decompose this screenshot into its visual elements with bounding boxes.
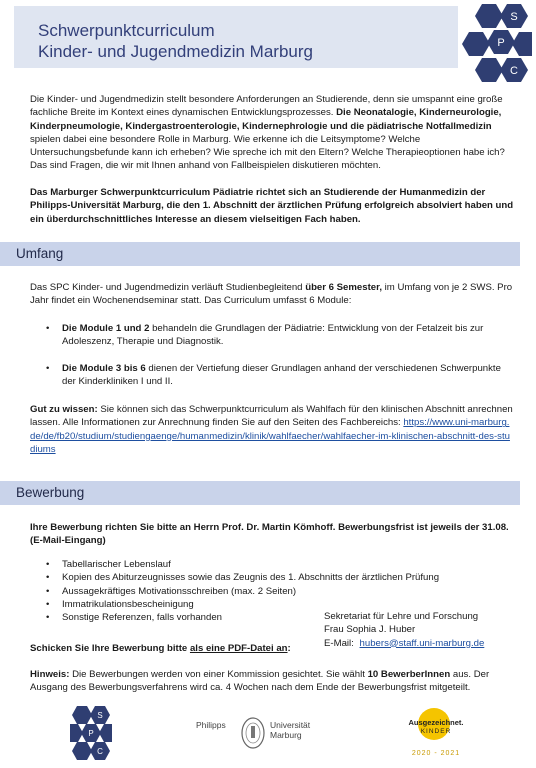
send-text-b: als eine PDF-Datei an	[189, 643, 288, 654]
footer-spc-logo	[70, 705, 112, 761]
contact-name: Frau Sophia J. Huber	[324, 624, 416, 636]
list-item	[44, 322, 514, 349]
uni-name-right-2: Marburg	[270, 730, 302, 740]
contact-email-link[interactable]: hubers@staff.uni-marburg.de	[359, 637, 485, 649]
title-line-2: Kinder- und Jugendmedizin Marburg	[38, 42, 313, 61]
footer-letter-c: C	[97, 747, 103, 756]
module-3-6-text: dienen der Vertiefung dieser Grundlagen anhand der verschiedenen Schwerpunkte der Kinderkliniken I und II.	[62, 362, 501, 387]
page-title	[38, 20, 313, 62]
hint-paragraph	[30, 668, 514, 695]
footer-letter-p: P	[88, 729, 94, 738]
uni-name-right	[270, 720, 310, 740]
hint-text-b: 10 BewerberInnen	[367, 669, 451, 680]
section-title-bewerbung: Bewerbung	[16, 485, 85, 500]
intro-paragraph	[30, 93, 514, 173]
ausgezeichnet-kinder-badge	[396, 706, 476, 762]
header-band	[14, 6, 458, 68]
logo-letter-s: S	[510, 11, 518, 23]
info-paragraph	[30, 403, 514, 456]
list-item: • Kopien des Abiturzeugnisses sowie das Zeugnis des 1. Abschnitts der ärztlichen Prüfung	[44, 571, 502, 584]
logo-letter-p: P	[497, 37, 505, 49]
send-text-c: :	[287, 643, 291, 654]
uni-name-right-1: Universität	[270, 720, 311, 730]
intro-text-b: Die Neonatalogie, Kinderneurologie, Kinderpneumologie, Kindergastroenterologie, Kindernephrologie und die pädiatrische Notfallmedizin	[30, 107, 502, 132]
send-text-a: Schicken Sie Ihre Bewerbung bitte	[30, 643, 188, 654]
philipps-universitaet-logo	[196, 716, 336, 752]
university-seal-icon	[240, 716, 266, 750]
target-audience-paragraph: Das Marburger Schwerpunktcurriculum Pädiatrie richtet sich an Studierende der Humanmedizin der Philipps-Universität Marburg, die den 1. Abschnitt der ärztlichen Prüfung erfolgreich absolviert haben und ein überdurchschnittliches Interesse an diesem vielseitigen Fach haben.	[30, 187, 514, 225]
uni-name-left: Philipps	[196, 720, 226, 730]
umfang-text-a: Das SPC Kinder- und Jugendmedizin verläuft Studienbegleitend	[30, 282, 303, 293]
contact-email-label: E-Mail:	[324, 637, 354, 649]
list-item	[44, 362, 514, 389]
intro-text-c: spielen dabei eine besondere Rolle in Marburg. Wie erkenne ich die Leitsymptome? Welche Untersuchungsbefunde kann ich erheben? Wie spreche ich mit den Eltern? Welche Therapieoptionen habe ich? Das sind Fragen, die wir mit Ihnen anhand von Fallbeispielen diskutieren möchten.	[30, 133, 505, 172]
info-text: Sie können sich das Schwerpunktcurriculum als Wahlfach für den klinischen Abschnitt anrechnen lassen. Alle Informationen zur Anrechnung finden Sie auf den Seiten des Fachbereichs:	[30, 404, 513, 429]
logo-letter-c: C	[510, 65, 518, 77]
award-title: Ausgezeichnet.	[408, 718, 464, 727]
list-item: • Immatrikulationsbescheinigung	[44, 598, 334, 611]
send-instruction	[30, 642, 514, 655]
hint-text-a: Die Bewerbungen werden von einer Kommission gesichtet. Sie wählt	[72, 669, 365, 680]
umfang-paragraph	[30, 281, 514, 308]
hint-label: Hinweis:	[30, 669, 70, 680]
module-list	[44, 322, 514, 388]
module-1-2-text: behandeln die Grundlagen der Pädiatrie: Entwicklung von der Fetalzeit bis zur Adoleszenz, Therapie und Diagnostik.	[62, 323, 484, 348]
fachbereich-link[interactable]: https://www.uni-marburg.de/de/fb20/studium/studiengaenge/humanmedizin/klinik/wahlfaecher/wahlfaecher-im-klinischen-abschnitt-des-studiums	[30, 417, 510, 455]
module-3-6-label: Die Module 3 bis 6	[62, 362, 146, 374]
award-years: 2020 - 2021	[411, 750, 461, 757]
footer-letter-s: S	[97, 711, 103, 720]
module-1-2-label: Die Module 1 und 2	[62, 323, 150, 334]
contact-office: Sekretariat für Lehre und Forschung	[324, 611, 479, 622]
section-title-umfang: Umfang	[16, 246, 64, 261]
title-line-1: Schwerpunktcurriculum	[38, 21, 215, 40]
list-item: • Sonstige Referenzen, falls vorhanden	[44, 611, 334, 624]
intro-text-a: Die Kinder- und Jugendmedizin stellt besondere Anforderungen an Studierende, denn sie umspannt eine große fachliche Breite im Kontext eines dynamischen Entwicklungsprozesses.	[30, 94, 503, 119]
info-label: Gut zu wissen:	[30, 404, 98, 415]
section-bewerbung	[0, 481, 520, 505]
umfang-text-c: im Umfang von je 2 SWS. Pro Jahr findet ein Wochenendseminar statt. Das Curriculum umfasst 6 Module:	[30, 282, 513, 307]
list-item: • Tabellarischer Lebenslauf	[44, 558, 334, 571]
hint-text-c: aus. Der Ausgang des Bewerbungsverfahrens wird ca. 4 Wochen nach dem Ende der Bewerbungsfrist mitgeteilt.	[30, 669, 490, 694]
umfang-text-b: über 6 Semester,	[305, 282, 382, 293]
spc-hexagon-logo	[452, 2, 532, 84]
bewerbung-intro: Ihre Bewerbung richten Sie bitte an Herrn Prof. Dr. Martin Kömhoff. Bewerbungsfrist ist jeweils der 31.08. (E-Mail-Eingang)	[30, 522, 509, 547]
award-subtitle: KINDER	[420, 728, 452, 735]
list-item: • Aussagekräftiges Motivationsschreiben (max. 2 Seiten)	[44, 585, 334, 598]
section-umfang	[0, 242, 520, 266]
